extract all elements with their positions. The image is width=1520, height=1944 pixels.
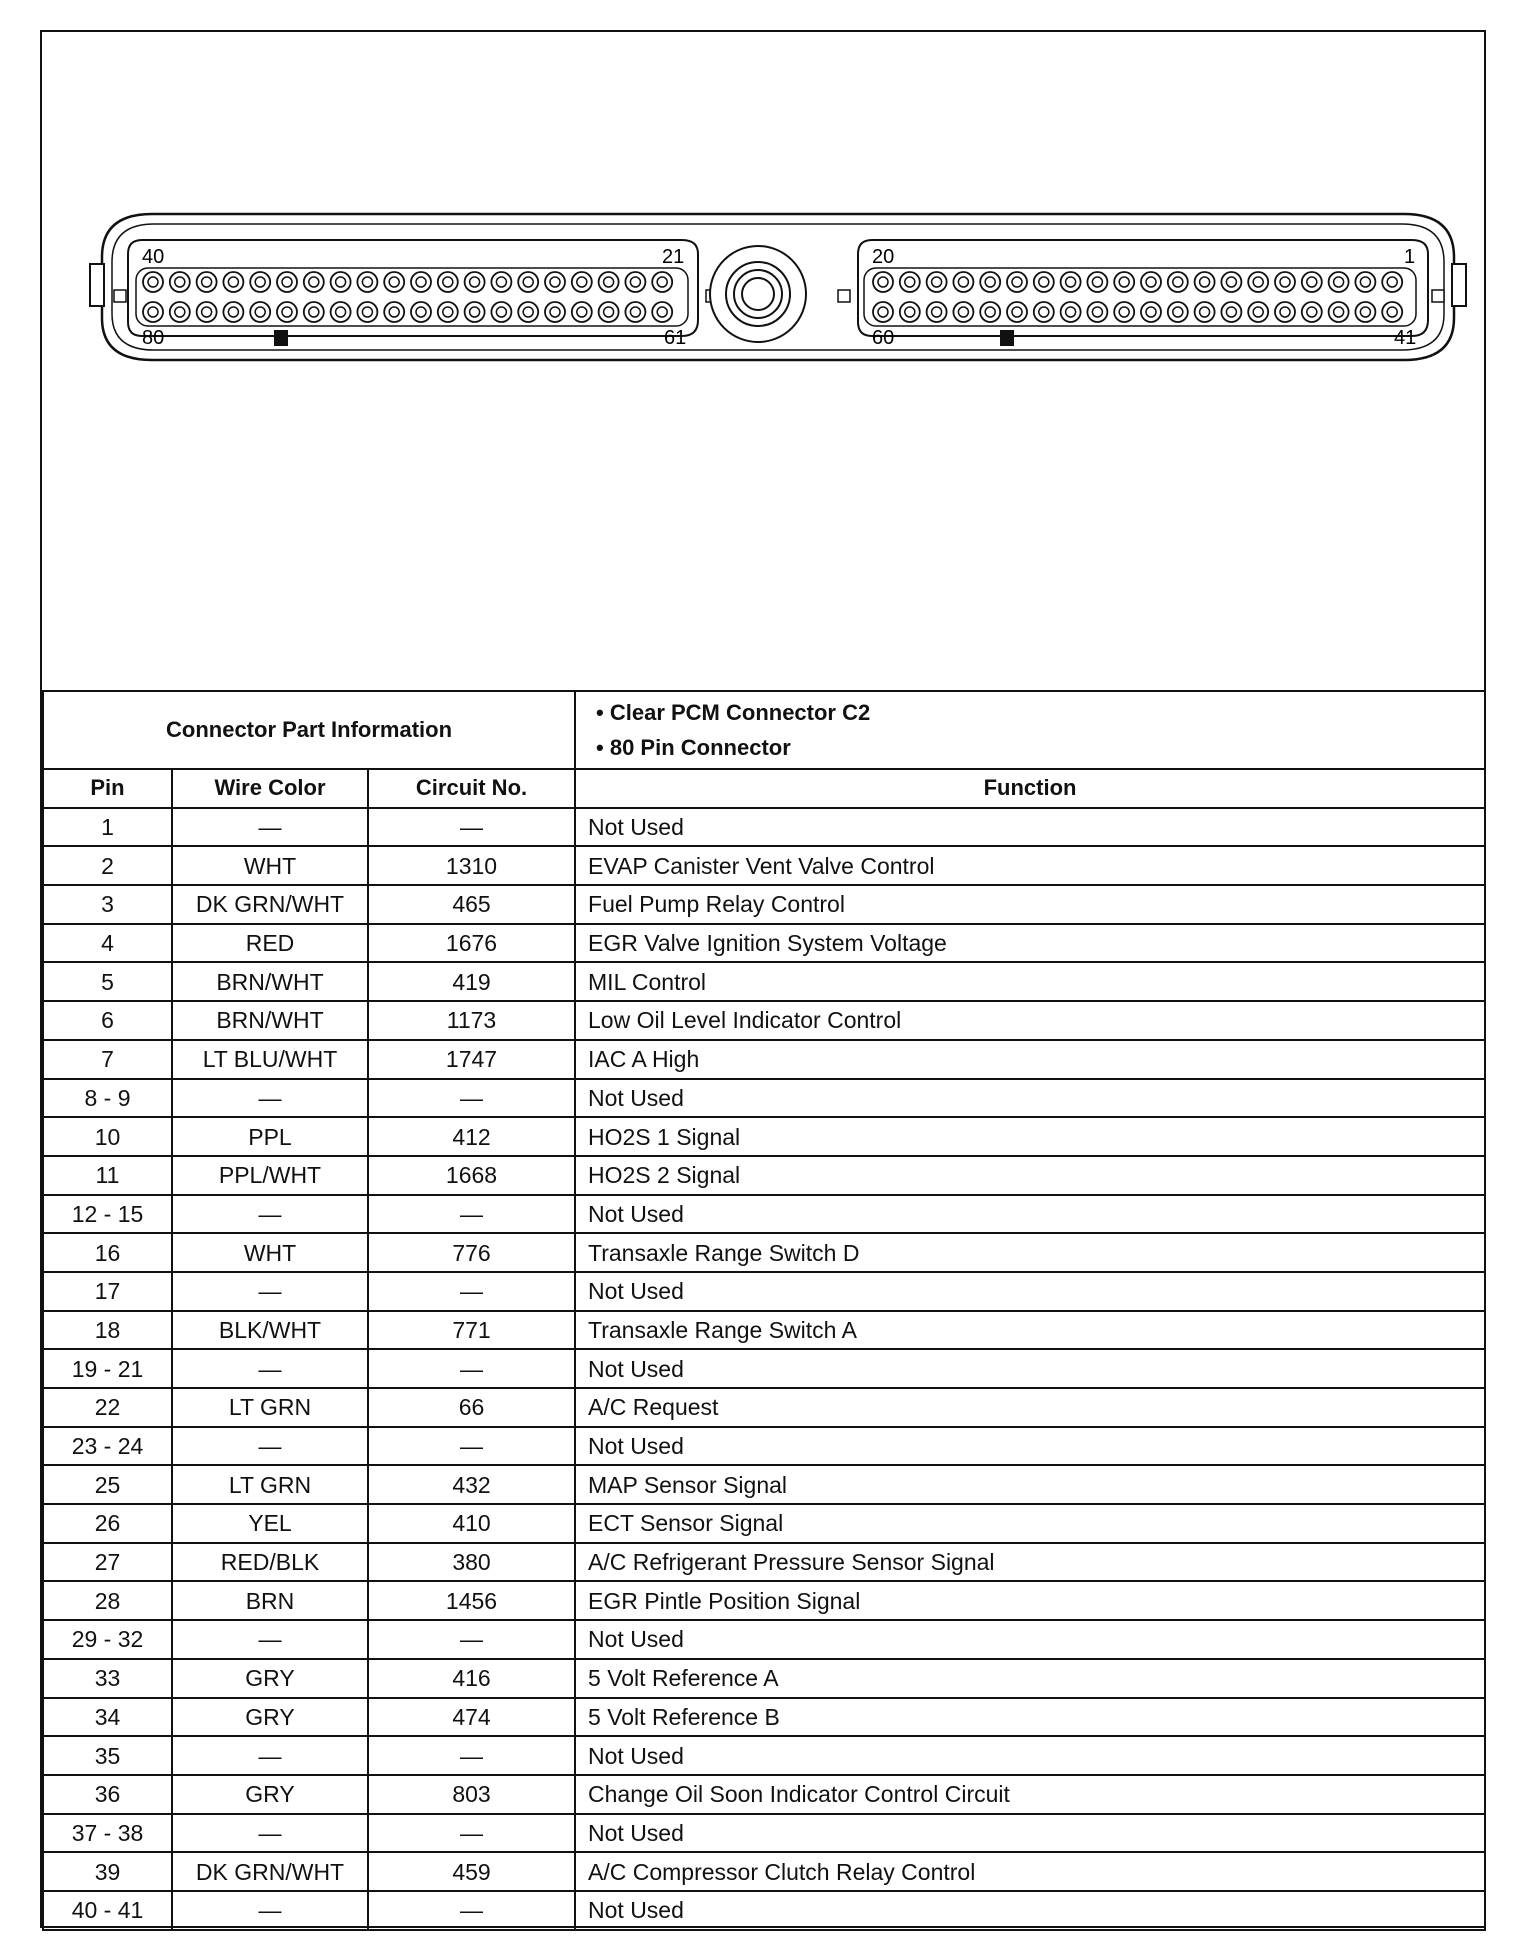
- circuit-cell: —: [368, 1272, 575, 1311]
- table-row: [43, 1736, 1485, 1775]
- pin-cavity: [1275, 302, 1295, 322]
- function-cell: Low Oil Level Indicator Control: [575, 1001, 1485, 1040]
- pin-cavity: [953, 272, 973, 292]
- pin-cavity: [1114, 302, 1134, 322]
- pin-cavity: [250, 302, 270, 322]
- pin-cell: 35: [43, 1736, 172, 1775]
- pin-label-80: 80: [142, 327, 165, 349]
- connector-diagram-area: [42, 32, 1484, 692]
- right-index-marker: [1000, 330, 1014, 346]
- wire-color-cell: YEL: [172, 1504, 368, 1543]
- pin-cavity: [223, 272, 243, 292]
- pin-cavity: [357, 302, 377, 322]
- circuit-cell: 432: [368, 1465, 575, 1504]
- pin-cavity: [1329, 302, 1349, 322]
- pin-cavity: [900, 272, 920, 292]
- pin-cavity: [1061, 302, 1081, 322]
- circuit-cell: 1668: [368, 1156, 575, 1195]
- function-cell: 5 Volt Reference A: [575, 1659, 1485, 1698]
- pin-cavity: [652, 272, 672, 292]
- pin-cavity: [304, 272, 324, 292]
- pin-cell: 3: [43, 885, 172, 924]
- pin-cavity: [625, 272, 645, 292]
- table-row: [43, 808, 1485, 847]
- pin-label-20: 20: [872, 246, 895, 268]
- header-circuit: Circuit No.: [368, 769, 575, 808]
- pin-cavity: [953, 302, 973, 322]
- pin-cavity: [1382, 302, 1402, 322]
- circuit-cell: 419: [368, 962, 575, 1001]
- table-row: [43, 1504, 1485, 1543]
- pin-cavity: [873, 272, 893, 292]
- pin-cavity: [197, 302, 217, 322]
- function-cell: Transaxle Range Switch A: [575, 1311, 1485, 1350]
- table-body: [43, 808, 1485, 1930]
- pin-cavity: [1302, 302, 1322, 322]
- function-cell: MAP Sensor Signal: [575, 1465, 1485, 1504]
- pin-cell: 18: [43, 1311, 172, 1350]
- pin-cell: 22: [43, 1388, 172, 1427]
- pin-cavity: [1221, 272, 1241, 292]
- table-row: [43, 1620, 1485, 1659]
- wire-color-cell: BRN/WHT: [172, 1001, 368, 1040]
- circuit-cell: 66: [368, 1388, 575, 1427]
- header-function: Function: [575, 769, 1485, 808]
- circuit-cell: 465: [368, 885, 575, 924]
- pin-cell: 33: [43, 1659, 172, 1698]
- circuit-cell: 776: [368, 1233, 575, 1272]
- pin-cavity: [545, 272, 565, 292]
- pin-cavity: [1382, 272, 1402, 292]
- right-key-square: [1432, 290, 1444, 302]
- wire-color-cell: GRY: [172, 1775, 368, 1814]
- function-cell: Not Used: [575, 1736, 1485, 1775]
- wire-color-cell: —: [172, 1427, 368, 1466]
- pin-cavity: [1355, 302, 1375, 322]
- table-row: [43, 1233, 1485, 1272]
- pin-cell: 6: [43, 1001, 172, 1040]
- pin-cavity: [980, 272, 1000, 292]
- pin-cavity: [357, 272, 377, 292]
- table-row: [43, 1852, 1485, 1891]
- pin-cell: 2: [43, 846, 172, 885]
- diagram-frame: [40, 30, 1486, 1928]
- pin-cell: 5: [43, 962, 172, 1001]
- pin-cavity: [411, 302, 431, 322]
- pin-table: [42, 690, 1486, 1931]
- pin-cavity: [927, 272, 947, 292]
- pin-cavity: [1302, 272, 1322, 292]
- pin-label-21: 21: [662, 246, 685, 268]
- wire-color-cell: DK GRN/WHT: [172, 1852, 368, 1891]
- wire-color-cell: PPL: [172, 1117, 368, 1156]
- pin-label-61: 61: [664, 327, 687, 349]
- pin-label-1: 1: [1404, 246, 1416, 268]
- function-cell: EGR Pintle Position Signal: [575, 1581, 1485, 1620]
- wire-color-cell: —: [172, 1891, 368, 1930]
- connector-face-drawing: [42, 32, 1484, 688]
- circuit-cell: 771: [368, 1311, 575, 1350]
- table-row: [43, 1698, 1485, 1737]
- table-row: [43, 1079, 1485, 1118]
- table-row: [43, 885, 1485, 924]
- function-cell: Not Used: [575, 1891, 1485, 1930]
- pin-cell: 7: [43, 1040, 172, 1079]
- circuit-cell: —: [368, 1891, 575, 1930]
- table-row: [43, 1195, 1485, 1234]
- circuit-cell: 1747: [368, 1040, 575, 1079]
- pin-cavity: [1195, 302, 1215, 322]
- function-cell: Not Used: [575, 1079, 1485, 1118]
- pin-cavity: [384, 272, 404, 292]
- connector-info-item: • 80 Pin Connector: [596, 730, 1484, 765]
- right-latch: [1452, 264, 1466, 306]
- circuit-cell: —: [368, 808, 575, 847]
- pin-cavity: [1195, 272, 1215, 292]
- circuit-cell: 459: [368, 1852, 575, 1891]
- pin-cavity: [1007, 302, 1027, 322]
- pin-cell: 11: [43, 1156, 172, 1195]
- pin-cavity: [1168, 272, 1188, 292]
- wire-color-cell: —: [172, 1736, 368, 1775]
- pin-cavity: [599, 302, 619, 322]
- wire-color-cell: —: [172, 1272, 368, 1311]
- pin-label-60: 60: [872, 327, 895, 349]
- function-cell: Transaxle Range Switch D: [575, 1233, 1485, 1272]
- pin-cavity: [250, 272, 270, 292]
- left-latch: [90, 264, 104, 306]
- connector-info-item: • Clear PCM Connector C2: [596, 695, 1484, 730]
- pin-cavity: [1355, 272, 1375, 292]
- pin-cell: 39: [43, 1852, 172, 1891]
- pin-cavity: [545, 302, 565, 322]
- pin-cavity: [1061, 272, 1081, 292]
- pin-cell: 26: [43, 1504, 172, 1543]
- pin-cavity: [277, 302, 297, 322]
- wire-color-cell: RED/BLK: [172, 1543, 368, 1582]
- circuit-cell: 416: [368, 1659, 575, 1698]
- pin-cavity: [1087, 272, 1107, 292]
- function-cell: Change Oil Soon Indicator Control Circuit: [575, 1775, 1485, 1814]
- pin-cavity: [980, 302, 1000, 322]
- circuit-cell: 474: [368, 1698, 575, 1737]
- pin-cavity: [900, 302, 920, 322]
- wire-color-cell: RED: [172, 924, 368, 963]
- pin-cavity: [170, 302, 190, 322]
- function-cell: Not Used: [575, 1620, 1485, 1659]
- pin-cavity: [1275, 272, 1295, 292]
- header-wire-color: Wire Color: [172, 769, 368, 808]
- table-row: [43, 1117, 1485, 1156]
- pin-label-41: 41: [1394, 327, 1417, 349]
- pin-cavity: [1141, 272, 1161, 292]
- function-cell: Not Used: [575, 1349, 1485, 1388]
- circuit-cell: —: [368, 1427, 575, 1466]
- table-row: [43, 1156, 1485, 1195]
- circuit-cell: 1173: [368, 1001, 575, 1040]
- table-row: [43, 1272, 1485, 1311]
- circuit-cell: 380: [368, 1543, 575, 1582]
- pin-cell: 29 - 32: [43, 1620, 172, 1659]
- pin-cavity: [599, 272, 619, 292]
- pin-cell: 17: [43, 1272, 172, 1311]
- pin-cell: 1: [43, 808, 172, 847]
- pin-cavity: [1248, 302, 1268, 322]
- center-bolt-outer: [710, 246, 806, 342]
- table-row: [43, 1040, 1485, 1079]
- pin-cavity: [1141, 302, 1161, 322]
- circuit-cell: —: [368, 1349, 575, 1388]
- pin-cavity: [465, 302, 485, 322]
- function-cell: Not Used: [575, 1272, 1485, 1311]
- pin-cell: 37 - 38: [43, 1814, 172, 1853]
- pin-cavity: [1087, 302, 1107, 322]
- pin-cell: 28: [43, 1581, 172, 1620]
- pin-cavity: [1168, 302, 1188, 322]
- function-cell: Fuel Pump Relay Control: [575, 885, 1485, 924]
- circuit-cell: 410: [368, 1504, 575, 1543]
- circuit-cell: —: [368, 1195, 575, 1234]
- circuit-cell: 803: [368, 1775, 575, 1814]
- wire-color-cell: —: [172, 808, 368, 847]
- table-row: [43, 1659, 1485, 1698]
- wire-color-cell: BRN: [172, 1581, 368, 1620]
- table-row: [43, 1581, 1485, 1620]
- left-key-square: [114, 290, 126, 302]
- function-cell: Not Used: [575, 1814, 1485, 1853]
- table-row: [43, 1814, 1485, 1853]
- pin-cavity: [143, 272, 163, 292]
- function-cell: ECT Sensor Signal: [575, 1504, 1485, 1543]
- function-cell: MIL Control: [575, 962, 1485, 1001]
- pin-cavity: [331, 272, 351, 292]
- pin-cell: 4: [43, 924, 172, 963]
- pin-cell: 8 - 9: [43, 1079, 172, 1118]
- pin-cavity: [465, 272, 485, 292]
- wire-color-cell: GRY: [172, 1659, 368, 1698]
- table-row: [43, 1543, 1485, 1582]
- table-row: [43, 924, 1485, 963]
- pin-cavity: [411, 272, 431, 292]
- pin-cavity: [143, 302, 163, 322]
- function-cell: A/C Refrigerant Pressure Sensor Signal: [575, 1543, 1485, 1582]
- pin-cell: 36: [43, 1775, 172, 1814]
- pin-cavity: [1248, 272, 1268, 292]
- pin-cavity: [438, 302, 458, 322]
- pin-cavity: [873, 302, 893, 322]
- connector-info-row: [43, 691, 1485, 769]
- function-cell: HO2S 2 Signal: [575, 1156, 1485, 1195]
- pin-cavity: [1034, 272, 1054, 292]
- function-cell: 5 Volt Reference B: [575, 1698, 1485, 1737]
- wire-color-cell: LT BLU/WHT: [172, 1040, 368, 1079]
- pin-cavity: [1034, 302, 1054, 322]
- function-cell: EGR Valve Ignition System Voltage: [575, 924, 1485, 963]
- pin-cavity: [438, 272, 458, 292]
- table-row: [43, 846, 1485, 885]
- circuit-cell: 1310: [368, 846, 575, 885]
- wire-color-cell: PPL/WHT: [172, 1156, 368, 1195]
- wire-color-cell: —: [172, 1620, 368, 1659]
- left-index-marker: [274, 330, 288, 346]
- function-cell: HO2S 1 Signal: [575, 1117, 1485, 1156]
- table-row: [43, 1311, 1485, 1350]
- pin-cavity: [625, 302, 645, 322]
- wire-color-cell: DK GRN/WHT: [172, 885, 368, 924]
- table-header-row: [43, 769, 1485, 808]
- circuit-cell: —: [368, 1814, 575, 1853]
- pin-cavity: [1221, 302, 1241, 322]
- table-row: [43, 1891, 1485, 1930]
- wire-color-cell: LT GRN: [172, 1388, 368, 1427]
- function-cell: Not Used: [575, 1427, 1485, 1466]
- circuit-cell: 412: [368, 1117, 575, 1156]
- pin-cell: 25: [43, 1465, 172, 1504]
- wire-color-cell: —: [172, 1079, 368, 1118]
- wire-color-cell: —: [172, 1349, 368, 1388]
- pin-cavity: [223, 302, 243, 322]
- pin-cavity: [1114, 272, 1134, 292]
- pin-label-40: 40: [142, 246, 165, 268]
- pin-cavity: [1007, 272, 1027, 292]
- pin-cell: 34: [43, 1698, 172, 1737]
- pin-cell: 16: [43, 1233, 172, 1272]
- pin-cavity: [384, 302, 404, 322]
- wire-color-cell: WHT: [172, 1233, 368, 1272]
- pin-cavity: [652, 302, 672, 322]
- table-row: [43, 962, 1485, 1001]
- pin-cell: 19 - 21: [43, 1349, 172, 1388]
- pin-cell: 40 - 41: [43, 1891, 172, 1930]
- function-cell: A/C Request: [575, 1388, 1485, 1427]
- function-cell: A/C Compressor Clutch Relay Control: [575, 1852, 1485, 1891]
- pin-cavity: [491, 302, 511, 322]
- pin-cavity: [331, 302, 351, 322]
- wire-color-cell: LT GRN: [172, 1465, 368, 1504]
- table-row: [43, 1465, 1485, 1504]
- circuit-cell: —: [368, 1620, 575, 1659]
- table-row: [43, 1775, 1485, 1814]
- circuit-cell: —: [368, 1079, 575, 1118]
- function-cell: EVAP Canister Vent Valve Control: [575, 846, 1485, 885]
- connector-info-list: [575, 691, 1485, 769]
- pin-cell: 12 - 15: [43, 1195, 172, 1234]
- wire-color-cell: —: [172, 1195, 368, 1234]
- pin-cavity: [518, 302, 538, 322]
- pin-cavity: [1329, 272, 1349, 292]
- pin-cavity: [304, 302, 324, 322]
- function-cell: IAC A High: [575, 1040, 1485, 1079]
- table-row: [43, 1001, 1485, 1040]
- table-row: [43, 1388, 1485, 1427]
- wire-color-cell: WHT: [172, 846, 368, 885]
- pin-cavity: [572, 272, 592, 292]
- circuit-cell: —: [368, 1736, 575, 1775]
- wire-color-cell: —: [172, 1814, 368, 1853]
- pin-cavity: [927, 302, 947, 322]
- table-row: [43, 1427, 1485, 1466]
- pin-cell: 27: [43, 1543, 172, 1582]
- pin-cavity: [491, 272, 511, 292]
- wire-color-cell: BRN/WHT: [172, 962, 368, 1001]
- function-cell: Not Used: [575, 808, 1485, 847]
- pin-cavity: [197, 272, 217, 292]
- function-cell: Not Used: [575, 1195, 1485, 1234]
- pin-cell: 10: [43, 1117, 172, 1156]
- table-row: [43, 1349, 1485, 1388]
- circuit-cell: 1676: [368, 924, 575, 963]
- pin-cavity: [277, 272, 297, 292]
- circuit-cell: 1456: [368, 1581, 575, 1620]
- header-pin: Pin: [43, 769, 172, 808]
- wire-color-cell: BLK/WHT: [172, 1311, 368, 1350]
- pin-cavity: [518, 272, 538, 292]
- pin-cell: 23 - 24: [43, 1427, 172, 1466]
- pin-cavity: [572, 302, 592, 322]
- center-right-key-square: [838, 290, 850, 302]
- pin-cavity: [170, 272, 190, 292]
- connector-info-label: Connector Part Information: [43, 691, 575, 769]
- wire-color-cell: GRY: [172, 1698, 368, 1737]
